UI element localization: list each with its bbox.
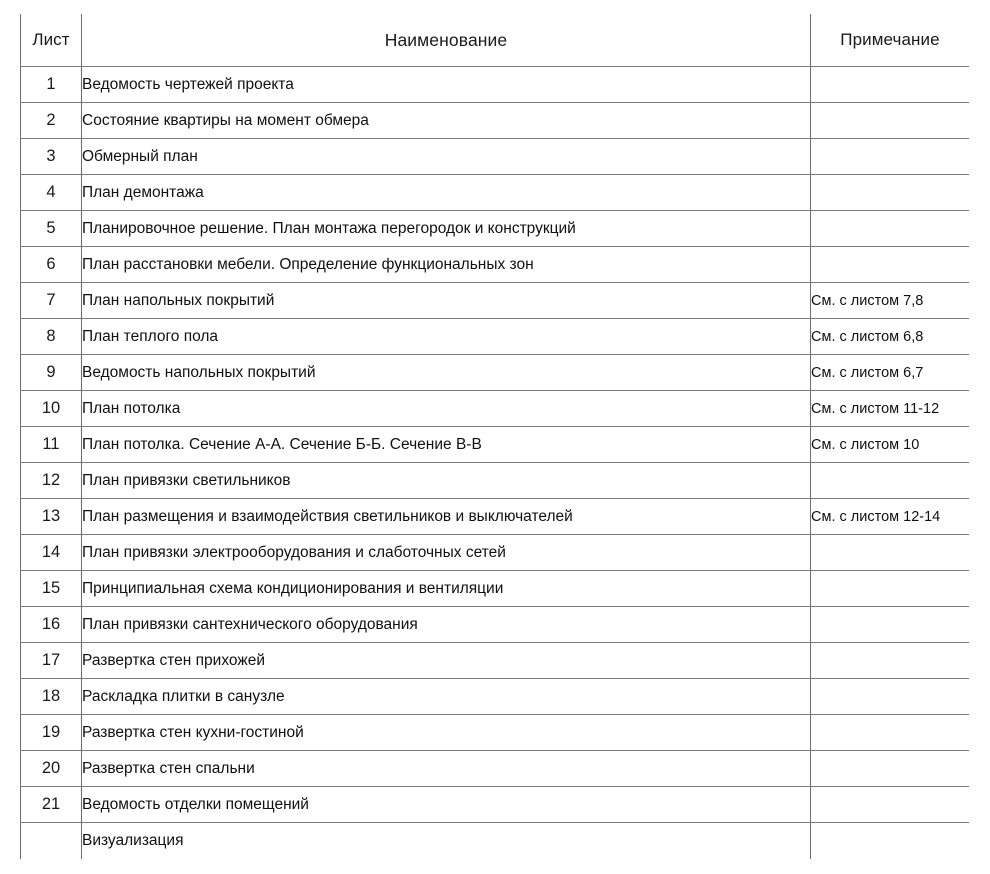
cell-sheet-name: Развертка стен прихожей bbox=[82, 643, 811, 679]
cell-sheet-note bbox=[811, 463, 970, 499]
cell-sheet-name: План привязки сантехнического оборудования bbox=[82, 607, 811, 643]
cell-sheet-name: Ведомость напольных покрытий bbox=[82, 355, 811, 391]
cell-sheet-name: План напольных покрытий bbox=[82, 283, 811, 319]
cell-sheet-note: См. с листом 11-12 bbox=[811, 391, 970, 427]
table-row bbox=[21, 427, 970, 463]
cell-sheet-number: 10 bbox=[21, 391, 82, 427]
cell-sheet-number: 1 bbox=[21, 67, 82, 103]
table-row bbox=[21, 787, 970, 823]
cell-sheet-note bbox=[811, 535, 970, 571]
cell-sheet-note bbox=[811, 571, 970, 607]
cell-sheet-name: План расстановки мебели. Определение функциональных зон bbox=[82, 247, 811, 283]
cell-sheet-note bbox=[811, 103, 970, 139]
cell-sheet-name: Ведомость чертежей проекта bbox=[82, 67, 811, 103]
cell-sheet-name: Состояние квартиры на момент обмера bbox=[82, 103, 811, 139]
cell-sheet-name: Принципиальная схема кондиционирования и вентиляции bbox=[82, 571, 811, 607]
cell-sheet-note bbox=[811, 139, 970, 175]
cell-sheet-name: План потолка bbox=[82, 391, 811, 427]
cell-sheet-name: План теплого пола bbox=[82, 319, 811, 355]
table-row bbox=[21, 751, 970, 787]
table-row bbox=[21, 823, 970, 859]
table-header bbox=[21, 14, 970, 67]
cell-sheet-name: Визуализация bbox=[82, 823, 811, 859]
drawing-index-table-container bbox=[20, 14, 969, 860]
table-row bbox=[21, 499, 970, 535]
table-row bbox=[21, 679, 970, 715]
table-row bbox=[21, 319, 970, 355]
cell-sheet-number: 6 bbox=[21, 247, 82, 283]
cell-sheet-note bbox=[811, 679, 970, 715]
column-header-sheet: Лист bbox=[21, 14, 82, 67]
table-row bbox=[21, 535, 970, 571]
cell-sheet-note: См. с листом 6,7 bbox=[811, 355, 970, 391]
cell-sheet-number: 16 bbox=[21, 607, 82, 643]
cell-sheet-note bbox=[811, 175, 970, 211]
cell-sheet-note bbox=[811, 247, 970, 283]
table-body bbox=[21, 67, 970, 859]
table-row bbox=[21, 283, 970, 319]
cell-sheet-number: 20 bbox=[21, 751, 82, 787]
cell-sheet-number: 3 bbox=[21, 139, 82, 175]
column-header-name: Наименование bbox=[82, 14, 811, 67]
cell-sheet-number: 15 bbox=[21, 571, 82, 607]
drawing-index-table bbox=[20, 14, 969, 859]
cell-sheet-name: План потолка. Сечение А-А. Сечение Б-Б. Сечение В-В bbox=[82, 427, 811, 463]
column-header-note: Примечание bbox=[811, 14, 970, 67]
table-header-row bbox=[21, 14, 970, 67]
cell-sheet-number bbox=[21, 823, 82, 859]
table-row bbox=[21, 463, 970, 499]
cell-sheet-name: Развертка стен кухни-гостиной bbox=[82, 715, 811, 751]
cell-sheet-number: 7 bbox=[21, 283, 82, 319]
cell-sheet-number: 13 bbox=[21, 499, 82, 535]
cell-sheet-number: 19 bbox=[21, 715, 82, 751]
cell-sheet-note: См. с листом 12-14 bbox=[811, 499, 970, 535]
cell-sheet-note: См. с листом 10 bbox=[811, 427, 970, 463]
cell-sheet-note bbox=[811, 751, 970, 787]
cell-sheet-note bbox=[811, 211, 970, 247]
cell-sheet-name: План привязки электрооборудования и слаботочных сетей bbox=[82, 535, 811, 571]
cell-sheet-number: 4 bbox=[21, 175, 82, 211]
cell-sheet-name: Обмерный план bbox=[82, 139, 811, 175]
cell-sheet-number: 21 bbox=[21, 787, 82, 823]
table-row bbox=[21, 247, 970, 283]
cell-sheet-note bbox=[811, 643, 970, 679]
cell-sheet-name: Развертка стен спальни bbox=[82, 751, 811, 787]
table-row bbox=[21, 139, 970, 175]
table-row bbox=[21, 643, 970, 679]
cell-sheet-note bbox=[811, 715, 970, 751]
cell-sheet-note bbox=[811, 607, 970, 643]
cell-sheet-name: Раскладка плитки в санузле bbox=[82, 679, 811, 715]
cell-sheet-number: 9 bbox=[21, 355, 82, 391]
table-row bbox=[21, 67, 970, 103]
cell-sheet-note: См. с листом 6,8 bbox=[811, 319, 970, 355]
cell-sheet-note: См. с листом 7,8 bbox=[811, 283, 970, 319]
table-row bbox=[21, 571, 970, 607]
table-row bbox=[21, 355, 970, 391]
cell-sheet-name: Планировочное решение. План монтажа перегородок и конструкций bbox=[82, 211, 811, 247]
cell-sheet-number: 12 bbox=[21, 463, 82, 499]
table-row bbox=[21, 103, 970, 139]
cell-sheet-number: 14 bbox=[21, 535, 82, 571]
cell-sheet-note bbox=[811, 67, 970, 103]
cell-sheet-name: План привязки светильников bbox=[82, 463, 811, 499]
cell-sheet-number: 11 bbox=[21, 427, 82, 463]
cell-sheet-name: План размещения и взаимодействия светильников и выключателей bbox=[82, 499, 811, 535]
cell-sheet-number: 2 bbox=[21, 103, 82, 139]
cell-sheet-name: Ведомость отделки помещений bbox=[82, 787, 811, 823]
table-row bbox=[21, 607, 970, 643]
table-row bbox=[21, 175, 970, 211]
table-row bbox=[21, 715, 970, 751]
cell-sheet-note bbox=[811, 823, 970, 859]
cell-sheet-number: 5 bbox=[21, 211, 82, 247]
table-row bbox=[21, 391, 970, 427]
cell-sheet-number: 18 bbox=[21, 679, 82, 715]
table-row bbox=[21, 211, 970, 247]
cell-sheet-number: 17 bbox=[21, 643, 82, 679]
cell-sheet-note bbox=[811, 787, 970, 823]
cell-sheet-number: 8 bbox=[21, 319, 82, 355]
cell-sheet-name: План демонтажа bbox=[82, 175, 811, 211]
